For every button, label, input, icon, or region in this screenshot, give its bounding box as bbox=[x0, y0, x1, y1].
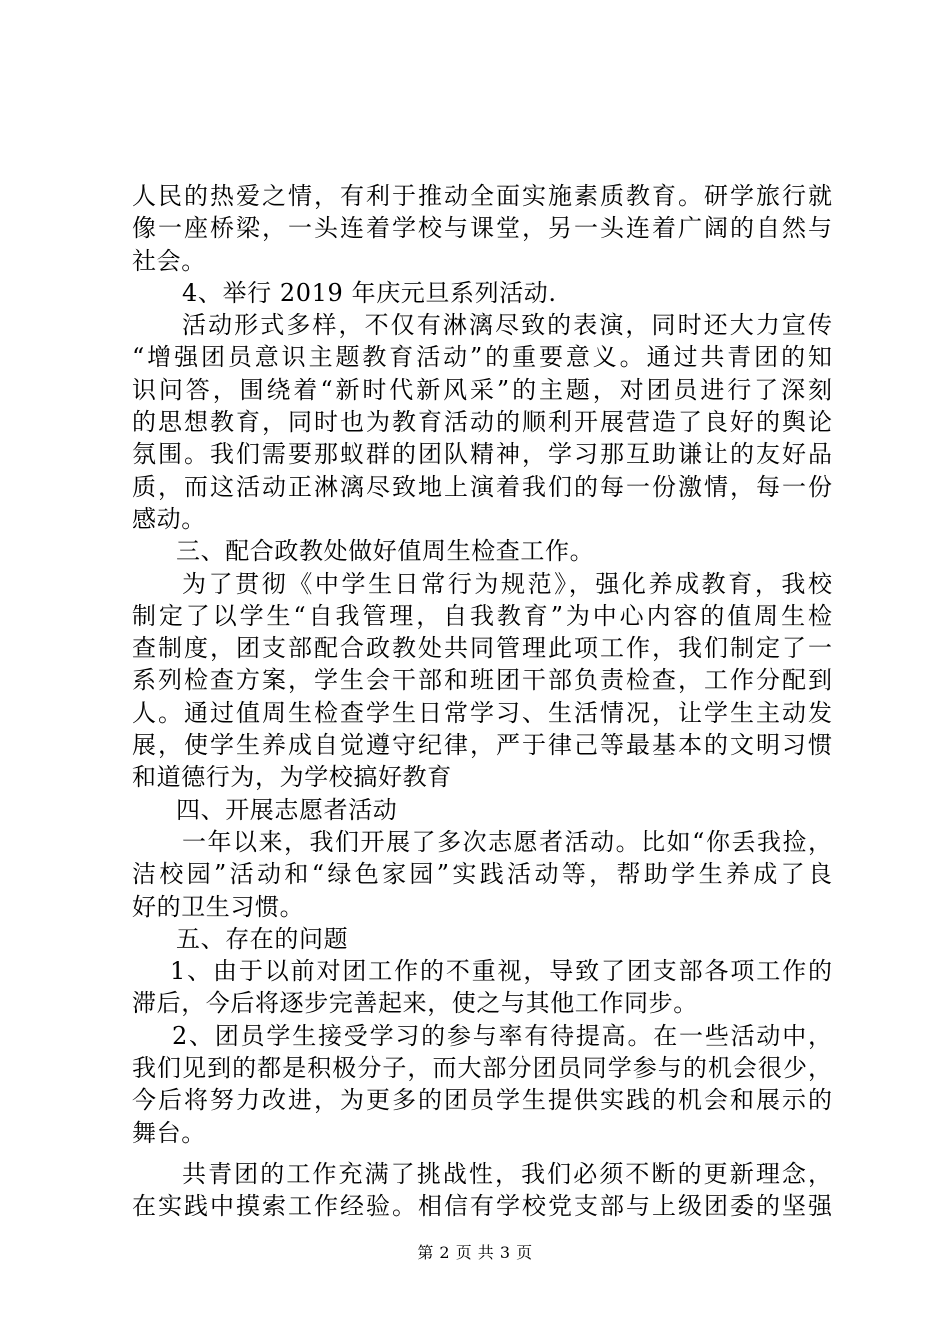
text-line: 洁校园”活动和“绿色家园”实践活动等，帮助学生养成了良 bbox=[132, 860, 832, 889]
text-line: 的思想教育，同时也为教育活动的顺利开展营造了良好的舆论 bbox=[132, 408, 832, 437]
text-line: 系列检查方案，学生会干部和班团干部负责检查，工作分配到 bbox=[132, 666, 832, 695]
text-line: 滞后，今后将逐步完善起来，使之与其他工作同步。 bbox=[132, 989, 698, 1018]
text-line: 展，使学生养成自觉遵守纪律，严于律己等最基本的文明习惯 bbox=[132, 731, 832, 760]
section-heading: 五、存在的问题 bbox=[176, 924, 349, 953]
text-line: 和道德行为，为学校搞好教育 bbox=[132, 763, 452, 792]
text-line: 在实践中摸索工作经验。相信有学校党支部与上级团委的坚强 bbox=[132, 1192, 832, 1221]
text-line: 氛围。我们需要那蚁群的团队精神，学习那互助谦让的友好品 bbox=[132, 440, 832, 469]
text-line: 2、团员学生接受学习的参与率有待提高。在一些活动中， bbox=[172, 1021, 832, 1050]
paragraph-gap bbox=[132, 1149, 832, 1158]
section-item-heading: 4、举行 2019 年庆元旦系列活动. bbox=[182, 278, 557, 307]
text-line: 我们见到的都是积极分子，而大部分团员同学参与的机会很少， bbox=[132, 1054, 832, 1083]
text-line: 1、由于以前对团工作的不重视，导致了团支部各项工作的 bbox=[170, 957, 832, 986]
text-line: 社会。 bbox=[132, 246, 206, 275]
text-line: 制定了以学生“自我管理，自我教育”为中心内容的值周生检 bbox=[132, 601, 832, 630]
section-heading: 四、开展志愿者活动 bbox=[176, 795, 398, 824]
text-line: 舞台。 bbox=[132, 1118, 206, 1147]
text-line: “增强团员意识主题教育活动”的重要意义。通过共青团的知 bbox=[132, 343, 832, 372]
text-line: 人。通过值周生检查学生日常学习、生活情况，让学生主动发 bbox=[132, 698, 832, 727]
text-line: 感动。 bbox=[132, 504, 206, 533]
text-line: 共青团的工作充满了挑战性，我们必须不断的更新理念， bbox=[182, 1159, 832, 1188]
document-body bbox=[132, 180, 832, 1223]
section-heading: 三、配合政教处做好值周生检查工作。 bbox=[176, 537, 595, 566]
text-line: 质，而这活动正淋漓尽致地上演着我们的每一份激情，每一份 bbox=[132, 472, 832, 501]
text-line: 查制度，团支部配合政教处共同管理此项工作，我们制定了一 bbox=[132, 634, 832, 663]
page-number-footer: 第 2 页 共 3 页 bbox=[417, 1243, 533, 1262]
text-line: 识问答，围绕着“新时代新风采”的主题，对团员进行了深刻 bbox=[132, 375, 832, 404]
text-line: 为了贯彻《中学生日常行为规范》，强化养成教育，我校 bbox=[182, 569, 832, 598]
text-line: 像一座桥梁，一头连着学校与课堂，另一头连着广阔的自然与 bbox=[132, 214, 832, 243]
text-line: 今后将努力改进，为更多的团员学生提供实践的机会和展示的 bbox=[132, 1086, 832, 1115]
text-line: 一年以来，我们开展了多次志愿者活动。比如“你丢我捡， bbox=[182, 827, 832, 856]
text-line: 好的卫生习惯。 bbox=[132, 892, 305, 921]
text-line: 活动形式多样，不仅有淋漓尽致的表演，同时还大力宣传 bbox=[182, 311, 832, 340]
text-line: 人民的热爱之情，有利于推动全面实施素质教育。研学旅行就 bbox=[132, 182, 832, 210]
